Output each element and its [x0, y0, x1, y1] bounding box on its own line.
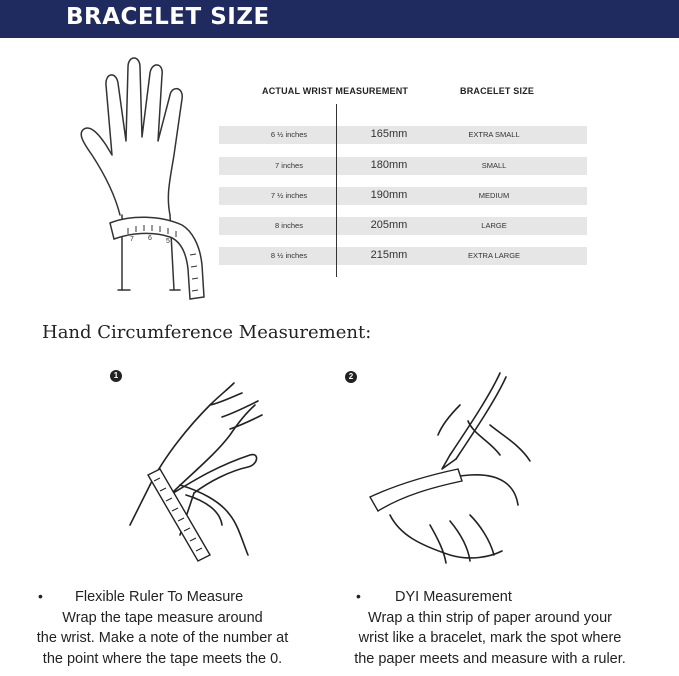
step-text-line: wrist like a bracelet, mark the spot where: [358, 630, 622, 646]
size-cell: SMALL: [481, 161, 507, 170]
table-row: [219, 247, 587, 265]
tape-tick-label: 6: [148, 235, 152, 242]
measuring-tape: [148, 469, 210, 561]
inches-cell: 7 ½ inches: [270, 191, 308, 200]
step-title: DYI Measurement: [395, 589, 512, 605]
size-cell: MEDIUM: [478, 191, 510, 200]
tape-tick-label: 7: [130, 236, 134, 243]
section-title: Hand Circumference Measurement:: [42, 322, 372, 343]
paper-strip: [370, 469, 462, 511]
header-banner: [0, 0, 679, 38]
hand-with-tape-illustration: [70, 45, 245, 305]
step-text-line: the wrist. Make a note of the number at: [36, 630, 289, 646]
size-cell: EXTRA SMALL: [468, 130, 520, 139]
mm-cell: 215mm: [370, 249, 408, 261]
step-text-line: the point where the tape meets the 0.: [42, 651, 283, 667]
size-cell: EXTRA LARGE: [467, 251, 521, 260]
paper-strip-wrist-illustration: [350, 365, 550, 575]
tape-tick-label: 5: [166, 238, 170, 245]
size-cell: LARGE: [481, 221, 507, 230]
bullet-icon: •: [356, 588, 361, 604]
inches-cell: 7 inches: [275, 161, 303, 170]
bullet-icon: •: [38, 588, 43, 604]
column-divider: [336, 104, 337, 277]
mm-cell: 165mm: [370, 128, 408, 140]
inches-cell: 8 inches: [275, 221, 303, 230]
step-text-line: Wrap the tape measure around: [62, 610, 263, 626]
step-text-line: the paper meets and measure with a ruler.: [354, 651, 626, 667]
inches-cell: 6 ½ inches: [270, 130, 308, 139]
page-title: BRACELET SIZE: [66, 4, 270, 30]
column-header-wrist: ACTUAL WRIST MEASUREMENT: [262, 86, 409, 96]
mm-cell: 180mm: [370, 159, 408, 171]
table-row: [219, 126, 587, 144]
column-header-size: BRACELET SIZE: [460, 86, 535, 96]
measuring-tape: [110, 217, 204, 299]
table-row: [219, 157, 587, 175]
mm-cell: 205mm: [370, 219, 408, 231]
table-row: [219, 187, 587, 205]
step-number-badge: 1: [110, 370, 122, 382]
step-number-badge: 2: [345, 371, 357, 383]
step-title: Flexible Ruler To Measure: [75, 589, 244, 605]
tape-measure-wrist-illustration: [110, 375, 280, 570]
step-text-line: Wrap a thin strip of paper around your: [368, 610, 612, 626]
inches-cell: 8 ½ inches: [270, 251, 308, 260]
table-row: [219, 217, 587, 235]
mm-cell: 190mm: [370, 189, 408, 201]
